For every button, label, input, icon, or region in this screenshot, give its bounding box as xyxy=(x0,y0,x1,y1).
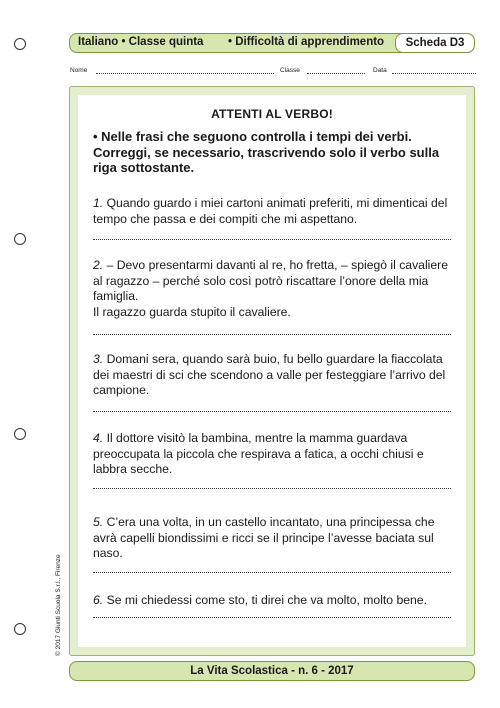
header-bar xyxy=(69,33,475,53)
answer-line-5[interactable] xyxy=(93,571,451,573)
exercise-number: 3. xyxy=(93,352,104,366)
exercise-text: C’era una volta, in un castello incantato, una principessa che avrà capelli biondissimi e ricci se il principe l’avesse baciata sul naso. xyxy=(93,515,435,561)
exercise-number: 1. xyxy=(93,196,104,210)
worksheet-body xyxy=(78,95,466,647)
exercise-text: – Devo presentarmi davanti al re, ho fretta, – spiegò il cavaliere al ragazzo – perché solo così potrò riscattare l’onore della mia famiglia. xyxy=(93,258,448,304)
binder-hole xyxy=(14,623,26,635)
exercise-number: 5. xyxy=(93,515,104,529)
answer-line-2[interactable] xyxy=(93,333,451,335)
exercise-text: Domani sera, quando sarà buio, fu bello guardare la fiaccolata dei maestri di sci che scendono a valle per festeggiare l’arrivo del campione. xyxy=(93,352,446,398)
answer-line-1[interactable] xyxy=(93,238,451,240)
binder-hole xyxy=(14,233,26,245)
binder-hole xyxy=(14,38,26,50)
classe-field[interactable] xyxy=(307,72,365,74)
sheet-tag: Scheda D3 xyxy=(395,33,475,53)
data-label: Data xyxy=(373,67,387,74)
data-field[interactable] xyxy=(392,72,476,74)
exercise-6 xyxy=(93,593,457,609)
topic-label: • Difficoltà di apprendimento xyxy=(228,36,385,48)
nome-label: Nome xyxy=(70,67,88,74)
exercise-4 xyxy=(93,431,457,478)
exercise-1 xyxy=(93,196,457,227)
exercise-3 xyxy=(93,352,457,399)
exercise-5 xyxy=(93,515,457,562)
exercise-text: Se mi chiedessi come sto, ti direi che va molto, molto bene. xyxy=(106,593,427,607)
exercise-text: Quando guardo i miei cartoni animati preferiti, mi dimenticai del tempo che passa e dei compiti che mi aspettano. xyxy=(93,196,448,226)
nome-field[interactable] xyxy=(96,72,274,74)
footer-bar: La Vita Scolastica - n. 6 - 2017 xyxy=(69,661,475,681)
subject-label: Italiano • Classe quinta xyxy=(78,36,204,48)
instruction-text: • Nelle frasi che seguono controlla i tempi dei verbi. Correggi, se necessario, trascrivendo solo il verbo sulla riga sottostante. xyxy=(93,129,440,175)
exercise-number: 6. xyxy=(93,593,104,607)
answer-line-3[interactable] xyxy=(93,410,451,412)
exercise-number: 4. xyxy=(93,431,104,445)
answer-line-4[interactable] xyxy=(93,487,451,489)
exercise-number: 2. xyxy=(93,258,104,272)
classe-label: Classe xyxy=(280,67,300,74)
answer-line-6[interactable] xyxy=(93,616,451,618)
binder-hole xyxy=(14,428,26,440)
exercise-text: Il dottore visitò la bambina, mentre la mamma guardava preoccupata la piccola che respirava a fatica, a occhi chiusi e labbra secche. xyxy=(93,431,424,477)
copyright-text: © 2017 Giunti Scuola S.r.l., Firenze xyxy=(55,554,62,656)
exercise-text: Il ragazzo guarda stupito il cavaliere. xyxy=(93,304,291,319)
student-info-row xyxy=(70,67,476,79)
worksheet-title: ATTENTI AL VERBO! xyxy=(211,107,333,121)
exercise-2 xyxy=(93,258,457,320)
worksheet-card xyxy=(69,86,475,656)
